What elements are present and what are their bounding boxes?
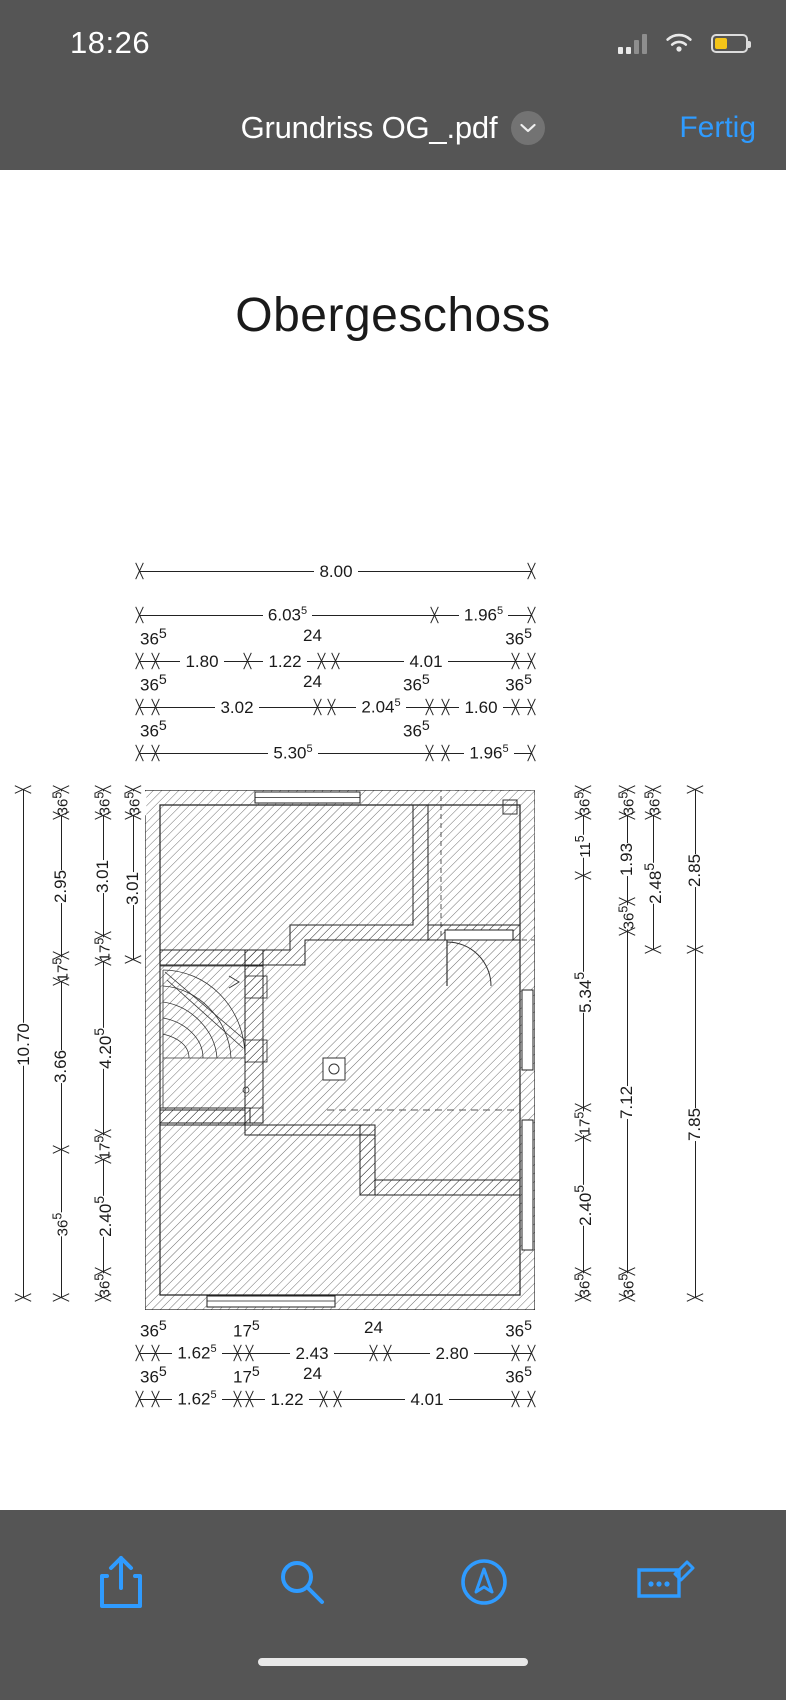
dimension-tick xyxy=(53,1290,69,1306)
dimension-column xyxy=(638,790,668,950)
dimension-column xyxy=(8,790,38,1298)
dimension-label: $36^5$ xyxy=(140,672,167,695)
dimension-label: $36^5$ xyxy=(403,718,430,741)
dimension-label: 7.85 xyxy=(683,1107,708,1140)
dimension-segment xyxy=(638,790,668,816)
dimension-label: 4.20$^5$ xyxy=(89,1028,118,1069)
dimension-tick xyxy=(508,1345,524,1361)
dimension-segment xyxy=(8,790,38,1298)
dimension-tick xyxy=(132,1345,148,1361)
dimension-label: $36^5$ xyxy=(89,1273,116,1297)
dimension-label: $36^5$ xyxy=(89,791,116,815)
dimension-tick xyxy=(148,699,164,715)
dimension-tick xyxy=(148,653,164,669)
dimension-label: 2.80 xyxy=(430,1345,473,1362)
dimension-label: $17^5$ xyxy=(89,1135,116,1159)
dimension-segment xyxy=(568,816,598,876)
dimension-segment xyxy=(612,790,642,816)
dimension-tick xyxy=(53,974,69,990)
document-title: Grundriss OG_.pdf xyxy=(240,110,498,145)
dimension-tick xyxy=(524,745,540,761)
dimension-tick xyxy=(619,1264,635,1280)
dimension-segment xyxy=(46,816,76,956)
dimension-tick xyxy=(328,653,344,669)
dimension-tick xyxy=(524,699,540,715)
dimension-segment xyxy=(446,738,532,768)
dimension-tick xyxy=(645,782,661,798)
dimension-label: 1.22 xyxy=(263,653,306,670)
dimension-label-row xyxy=(140,626,532,648)
dimension-tick xyxy=(619,808,635,824)
dimension-tick xyxy=(575,868,591,884)
dimension-tick xyxy=(53,1142,69,1158)
dimension-tick xyxy=(619,1290,635,1306)
dimension-segment xyxy=(88,816,118,936)
dimension-row xyxy=(140,1384,532,1414)
dimension-label: 24 xyxy=(303,672,322,691)
home-indicator[interactable] xyxy=(258,1658,528,1666)
dimension-label: $11^5$ xyxy=(570,835,597,858)
search-icon[interactable] xyxy=(257,1537,347,1627)
dimension-label: 2.40$^5$ xyxy=(89,1196,118,1237)
dimension-column xyxy=(612,790,642,1298)
dimension-tick xyxy=(132,607,148,623)
dimension-tick xyxy=(645,808,661,824)
dimension-tick xyxy=(95,1152,111,1168)
dimension-label: 2.43 xyxy=(290,1345,333,1362)
dimension-tick xyxy=(242,1391,258,1407)
dimension-label: 1.93 xyxy=(615,842,640,875)
dimension-segment xyxy=(638,816,668,950)
dimension-column xyxy=(568,790,598,1298)
dimension-label: 4.01 xyxy=(404,653,447,670)
dimension-label: $36^5$ xyxy=(140,718,167,741)
dimension-segment xyxy=(156,738,430,768)
dimension-label: $36^5$ xyxy=(47,791,74,815)
dimension-label: $36^5$ xyxy=(639,791,666,815)
dimension-tick xyxy=(95,808,111,824)
dimension-label: 24 xyxy=(303,1364,322,1383)
wifi-icon xyxy=(663,32,695,55)
dimension-tick xyxy=(687,942,703,958)
page-title: Obergeschoss xyxy=(235,289,551,342)
dimension-label: 3.02 xyxy=(215,699,258,716)
dimension-label: $17^5$ xyxy=(233,1318,260,1341)
dimension-label: $36^5$ xyxy=(403,672,430,695)
dimension-tick xyxy=(687,1290,703,1306)
dimension-label: 2.95 xyxy=(49,869,74,902)
dimension-segment xyxy=(140,1384,156,1414)
dimension-label: $36^5$ xyxy=(505,1318,532,1341)
dimension-tick xyxy=(330,1391,346,1407)
dimension-tick xyxy=(125,952,141,968)
dimension-tick xyxy=(575,782,591,798)
dimension-tick xyxy=(524,653,540,669)
dimension-tick xyxy=(438,699,454,715)
dimension-segment xyxy=(568,790,598,816)
dimension-tick xyxy=(148,745,164,761)
dimension-tick xyxy=(15,1290,31,1306)
dimension-label: 1.80 xyxy=(180,653,223,670)
dimension-label: 1.22 xyxy=(265,1391,308,1408)
floor-plan-drawing xyxy=(0,378,786,1438)
dimension-tick xyxy=(53,948,69,964)
dimension-tick xyxy=(422,745,438,761)
dimension-column xyxy=(680,790,710,1298)
dimension-label: 1.62$^5$ xyxy=(172,1344,221,1362)
dimension-tick xyxy=(132,563,148,579)
dimension-label: $17^5$ xyxy=(89,937,116,961)
dimension-label: $36^5$ xyxy=(505,626,532,649)
dimension-label: $36^5$ xyxy=(569,791,596,815)
dimension-tick xyxy=(95,954,111,970)
dimension-label: 2.85 xyxy=(683,853,708,886)
dimension-row xyxy=(140,738,532,768)
dimension-label: $36^5$ xyxy=(140,1364,167,1387)
dimension-label: 5.34$^5$ xyxy=(569,972,598,1013)
dimension-tick xyxy=(508,653,524,669)
dimension-label: 2.04$^5$ xyxy=(356,698,405,716)
dimension-label: 8.00 xyxy=(314,563,357,580)
dimension-label: 10.70 xyxy=(11,1023,36,1066)
dimension-label: $36^5$ xyxy=(613,1273,640,1297)
dimension-tick xyxy=(125,782,141,798)
dimension-tick xyxy=(508,699,524,715)
dimension-tick xyxy=(575,808,591,824)
dimension-label: 5.30$^5$ xyxy=(268,744,317,762)
dimension-segment xyxy=(140,738,156,768)
dimension-label: 2.40$^5$ xyxy=(569,1185,598,1226)
dimension-tick xyxy=(422,699,438,715)
dimension-tick xyxy=(242,1345,258,1361)
dimension-segment xyxy=(118,790,148,816)
dimension-tick xyxy=(148,1345,164,1361)
dimension-label: $36^5$ xyxy=(47,1212,74,1236)
dimension-segment xyxy=(140,556,532,586)
dimension-tick xyxy=(95,782,111,798)
dimension-tick xyxy=(132,745,148,761)
dimension-tick xyxy=(95,928,111,944)
dimension-label: 2.48$^5$ xyxy=(639,863,668,904)
floor-plan-geometry[interactable] xyxy=(145,790,535,1310)
dimension-tick xyxy=(240,653,256,669)
dimension-segment xyxy=(156,1384,238,1414)
dimension-label: 1.96$^5$ xyxy=(464,744,513,762)
dimension-tick xyxy=(575,1264,591,1280)
dimension-segment xyxy=(88,790,118,816)
dimension-tick xyxy=(148,1391,164,1407)
dimension-label: 6.03$^5$ xyxy=(263,606,312,624)
pdf-page[interactable] xyxy=(0,170,786,1510)
dimension-tick xyxy=(95,1264,111,1280)
dimension-tick xyxy=(575,1130,591,1146)
dimension-label: $17^5$ xyxy=(233,1364,260,1387)
share-icon[interactable] xyxy=(76,1537,166,1627)
dimension-label: 4.01 xyxy=(405,1391,448,1408)
dimension-segment xyxy=(568,1138,598,1272)
dimension-tick xyxy=(125,808,141,824)
dimension-label: $36^5$ xyxy=(505,1364,532,1387)
dimension-segment xyxy=(338,1384,516,1414)
dimension-label: $17^5$ xyxy=(47,957,74,981)
dimension-segment xyxy=(46,1150,76,1298)
dimension-segment xyxy=(46,982,76,1150)
dimension-label-row xyxy=(140,718,532,740)
chevron-down-icon[interactable] xyxy=(511,111,545,145)
dimension-tick xyxy=(95,1126,111,1142)
dimension-tick xyxy=(575,1100,591,1116)
dimension-label: 1.62$^5$ xyxy=(172,1390,221,1408)
dimension-tick xyxy=(524,1391,540,1407)
dimension-tick xyxy=(645,942,661,958)
nav-bar xyxy=(0,86,786,170)
home-indicator-area xyxy=(0,1654,786,1700)
status-indicators xyxy=(618,32,748,55)
dimension-tick xyxy=(619,782,635,798)
dimension-label-row xyxy=(140,672,532,694)
dimension-column xyxy=(46,790,76,1298)
dimension-label: $17^5$ xyxy=(569,1111,596,1135)
more-actions-icon[interactable] xyxy=(620,1537,710,1627)
dimension-tick xyxy=(15,782,31,798)
dimension-label: 3.01 xyxy=(121,871,146,904)
dimension-column xyxy=(88,790,118,1298)
dimension-row xyxy=(140,556,532,586)
dimension-label: $36^5$ xyxy=(119,791,146,815)
dimension-tick xyxy=(508,1391,524,1407)
status-clock: 18:26 xyxy=(70,25,151,60)
status-bar xyxy=(0,0,786,86)
dimension-label: $36^5$ xyxy=(613,905,640,929)
dimension-tick xyxy=(524,607,540,623)
dimension-segment xyxy=(88,962,118,1134)
dimension-tick xyxy=(575,1290,591,1306)
dimension-label: $36^5$ xyxy=(569,1273,596,1297)
battery-low-icon xyxy=(711,34,748,53)
done-button[interactable]: Fertig xyxy=(679,111,756,144)
dimension-label: $36^5$ xyxy=(140,1318,167,1341)
dimension-segment xyxy=(250,1384,324,1414)
dimension-label: $36^5$ xyxy=(140,626,167,649)
dimension-tick xyxy=(427,607,443,623)
dimension-tick xyxy=(132,699,148,715)
dimension-tick xyxy=(438,745,454,761)
markup-icon[interactable] xyxy=(439,1537,529,1627)
dimension-segment xyxy=(118,816,148,960)
dimension-tick xyxy=(324,699,340,715)
dimension-tick xyxy=(53,808,69,824)
dimension-tick xyxy=(53,782,69,798)
dimension-tick xyxy=(95,1290,111,1306)
dimension-label-row xyxy=(140,1318,532,1340)
cellular-bars-icon xyxy=(618,32,647,54)
dimension-label: 24 xyxy=(303,626,322,645)
dimension-label: 3.66 xyxy=(49,1049,74,1082)
document-title-menu[interactable] xyxy=(241,110,546,146)
dimension-label: 7.12 xyxy=(615,1085,640,1118)
dimension-label-row xyxy=(140,1364,532,1386)
dimension-label: 1.60 xyxy=(459,699,502,716)
bottom-toolbar xyxy=(0,1510,786,1654)
dimension-tick xyxy=(524,563,540,579)
dimension-label: 24 xyxy=(364,1318,383,1337)
dimension-segment xyxy=(680,950,710,1298)
dimension-segment xyxy=(568,876,598,1108)
dimension-tick xyxy=(619,924,635,940)
dimension-tick xyxy=(619,894,635,910)
dimension-label: $36^5$ xyxy=(505,672,532,695)
dimension-tick xyxy=(132,653,148,669)
dimension-segment xyxy=(88,1160,118,1272)
dimension-tick xyxy=(380,1345,396,1361)
dimension-segment xyxy=(680,790,710,950)
dimension-label: $36^5$ xyxy=(613,791,640,815)
dimension-column xyxy=(118,790,148,960)
dimension-segment xyxy=(46,790,76,816)
dimension-label: 3.01 xyxy=(91,859,116,892)
dimension-tick xyxy=(687,782,703,798)
dimension-label: 1.96$^5$ xyxy=(459,606,508,624)
dimension-segment xyxy=(612,932,642,1272)
dimension-tick xyxy=(132,1391,148,1407)
dimension-tick xyxy=(524,1345,540,1361)
